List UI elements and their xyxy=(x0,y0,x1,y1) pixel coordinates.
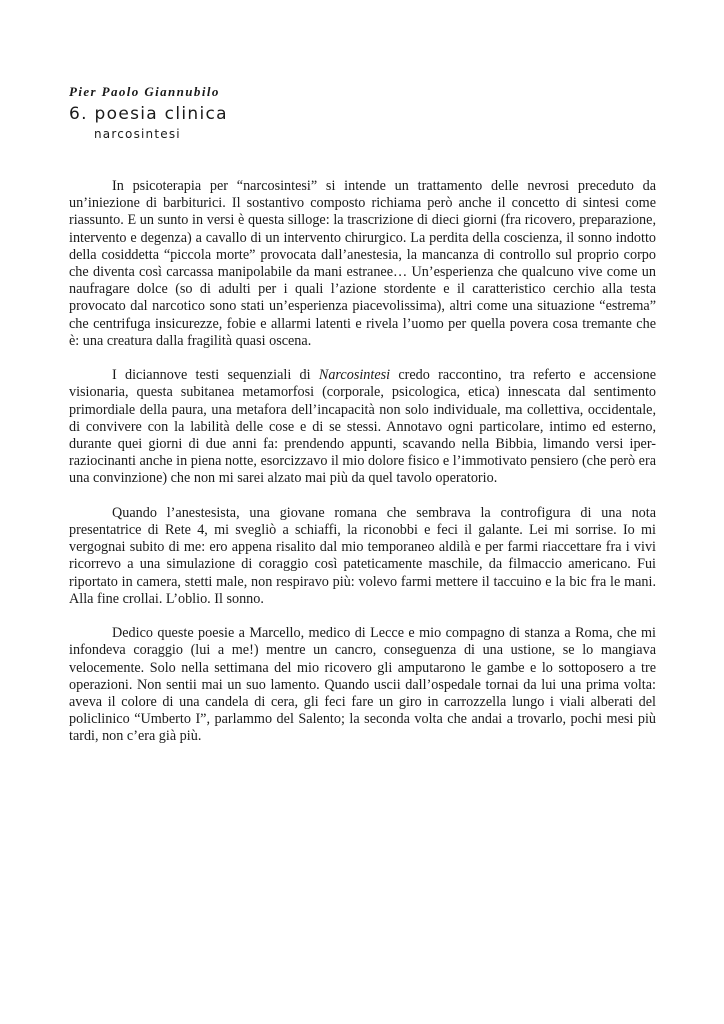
paragraph-narcosintesi xyxy=(69,367,656,487)
page-title: 6. poesia clinica xyxy=(69,104,228,124)
paragraph-intro: In psicoterapia per “narcosintesi” si intende un trattamento delle nevrosi preceduto da un’iniezione di barbiturici. Il sostantivo composto richiama però anche il concetto di sintesi come riassunto. E un sunto in versi è questa silloge: la trascrizione di dieci giorni (fra ricovero, preparazione, intervento e degenza) a cavallo di un intervento chirurgico. La perdita della coscienza, il sonno indotto della cosiddetta “piccola morte” provocata dall’anestesia, la mancanza di controllo sul proprio corpo che diventa così carcassa manipolabile da mani estranee… Un’esperienza che qualcuno vive come un naufragare dolce (so di adulti per i quali l’azione stordente e il caratteristico cerchio alla testa provocato dal narcotico sono stati un’esperienza piacevolissima), altri come una situazione “estrema” che centrifuga insicurezze, fobie e allarmi latenti e rivela l’uomo per quella povera cosa tremante che è: una creatura dalla fragilità quasi oscena. xyxy=(69,178,656,349)
paragraph-anesthetist: Quando l’anestesista, una giovane romana che sembrava la controfigura di una nota presentatrice di Rete 4, mi svegliò a schiaffi, la riconobbi e feci il galante. Lei mi sorrise. Io mi vergognai subito di me: ero appena risalito dal mio temporaneo aldilà e per farmi riaccettare fra i vivi ricorrevo a una simulazione di coraggio così pateticamente maschile, da filmaccio americano. Fui riportato in camera, stetti male, non respiravo più: volevo farmi mettere il taccuino e la bic fra le mani. Alla fine crollai. L’oblio. Il sonno. xyxy=(69,504,656,607)
paragraph-text-before: I diciannove testi sequenziali di xyxy=(112,367,319,384)
paragraph-text-after: credo raccontino, tra referto e accensione visionaria, questa subitanea metamorfosi (corporale, psicologica, etica) innescata dal sentimento primordiale della paura, una metafora dell’incapacità non solo individuale, ma collettiva, occidentale, di convivere con la labilità delle cose e di se stessi. Annotavo ogni particolare, intimo ed esterno, durante quei giorni di due anni fa: prendendo appunti, scavando nella Bibbia, limando versi iper-raziocinanti anche in piena notte, esorcizzavo il mio dolore fisico e l’immotivato pensiero (che però era una convinzione) che non mi sarei alzato mai più da quel tavolo operatorio. xyxy=(69,367,656,487)
book-title-italic: Narcosintesi xyxy=(318,367,391,384)
page-subtitle: narcosintesi xyxy=(94,127,181,141)
document-body xyxy=(69,178,656,763)
author-name: Pier Paolo Giannubilo xyxy=(69,84,220,99)
document-header xyxy=(69,84,228,142)
paragraph-dedication: Dedico queste poesie a Marcello, medico di Lecce e mio compagno di stanza a Roma, che mi infondeva coraggio (lui a me!) mentre un cancro, conseguenza di una ustione, se lo mangiava velocemente. Solo nella settimana del mio ricovero gli amputarono le gambe e lo sottoposero a tre operazioni. Non sentii mai un suo lamento. Quando uscii dall’ospedale tornai da lui una prima volta: aveva il colore di una candela di cera, gli feci fare un giro in carrozzella lungo i viali alberati del policlinico “Umberto I”, parlammo del Salento; la seconda volta che andai a trovarlo, pochi mesi più tardi, non c’era già più. xyxy=(69,625,656,745)
